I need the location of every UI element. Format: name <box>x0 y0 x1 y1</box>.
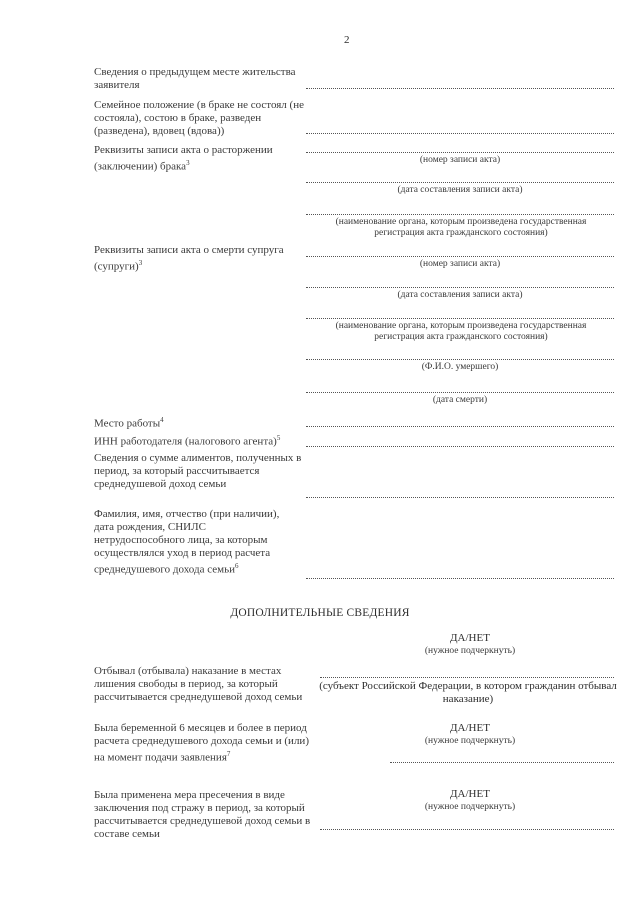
line-prev-residence[interactable] <box>306 88 614 89</box>
label-alimony: Сведения о сумме алиментов, полученных в период, за который рассчитывается среднедушевой доход семьи <box>94 452 302 490</box>
page-number: 2 <box>344 34 350 46</box>
label-death-record: Реквизиты записи акта о смерти супруга (супруги)$^3$ <box>94 244 284 273</box>
line-record-date[interactable] <box>306 182 614 183</box>
label-imprisonment: Отбывал (отбывала) наказание в местах лишения свободы в период, за который рассчитывается среднедушевой доход семьи <box>94 665 303 703</box>
label-disabled-person: Фамилия, имя, отчество (при наличии), дата рождения, СНИЛС нетрудоспособного лица, за которым осуществлялся уход в период расчета среднедушевого дохода семьи$^6$ <box>94 508 280 576</box>
caption-deceased-name: (Ф.И.О. умершего) <box>421 362 499 372</box>
underline-hint-1: (нужное подчеркнуть) <box>424 646 516 656</box>
caption-record-date: (дата составления записи акта) <box>397 185 523 195</box>
section-heading-additional: ДОПОЛНИТЕЛЬНЫЕ СВЕДЕНИЯ <box>230 607 410 619</box>
label-prev-residence: Сведения о предыдущем месте жительства заявителя <box>94 66 296 91</box>
line-imprisonment[interactable] <box>320 677 614 678</box>
caption-record-date-2: (дата составления записи акта) <box>397 290 523 300</box>
underline-hint-3: (нужное подчеркнуть) <box>424 802 516 812</box>
line-registering-body[interactable] <box>306 214 614 215</box>
line-record-number-2[interactable] <box>306 256 614 257</box>
caption-record-number: (номер записи акта) <box>419 155 501 165</box>
yes-no-2[interactable]: ДА/НЕТ <box>450 722 490 734</box>
line-custody[interactable] <box>320 829 614 830</box>
line-death-date[interactable] <box>306 392 614 393</box>
caption-registering-body-2: (наименование органа, которым произведена государственная регистрация акта гражданского состояния) <box>335 321 587 342</box>
caption-death-date: (дата смерти) <box>432 395 488 405</box>
yes-no-3[interactable]: ДА/НЕТ <box>450 788 490 800</box>
line-deceased-name[interactable] <box>306 359 614 360</box>
yes-no-1[interactable]: ДА/НЕТ <box>450 632 490 644</box>
line-record-date-2[interactable] <box>306 287 614 288</box>
label-workplace: Место работы$^4$ <box>94 416 164 430</box>
line-record-number[interactable] <box>306 152 614 153</box>
line-alimony[interactable] <box>306 497 614 498</box>
label-custody: Была применена мера пресечения в виде заключения под стражу в период, за который рассчитывается среднедушевой доход семьи в составе семьи <box>94 789 311 840</box>
caption-imprisonment: (субъект Российской Федерации, в котором гражданин отбывал наказание) <box>319 680 617 705</box>
line-pregnancy[interactable] <box>390 762 614 763</box>
label-divorce-record: Реквизиты записи акта о расторжении (заключении) брака$^3$ <box>94 144 273 173</box>
caption-registering-body: (наименование органа, которым произведена государственная регистрация акта гражданского состояния) <box>335 217 587 238</box>
line-marital-status[interactable] <box>306 133 614 134</box>
label-pregnancy: Была беременной 6 месяцев и более в период расчета среднедушевого дохода семьи и (или) на момент подачи заявления$^7$ <box>94 722 309 764</box>
underline-hint-2: (нужное подчеркнуть) <box>424 736 516 746</box>
label-marital-status: Семейное положение (в браке не состоял (не состояла), состою в браке, разведен (разведена), вдовец (вдова)) <box>94 99 304 137</box>
line-workplace[interactable] <box>306 426 614 427</box>
caption-record-number-2: (номер записи акта) <box>419 259 501 269</box>
label-employer-inn: ИНН работодателя (налогового агента)$^5$ <box>94 434 281 448</box>
line-registering-body-2[interactable] <box>306 318 614 319</box>
line-disabled-person[interactable] <box>306 578 614 579</box>
line-employer-inn[interactable] <box>306 446 614 447</box>
